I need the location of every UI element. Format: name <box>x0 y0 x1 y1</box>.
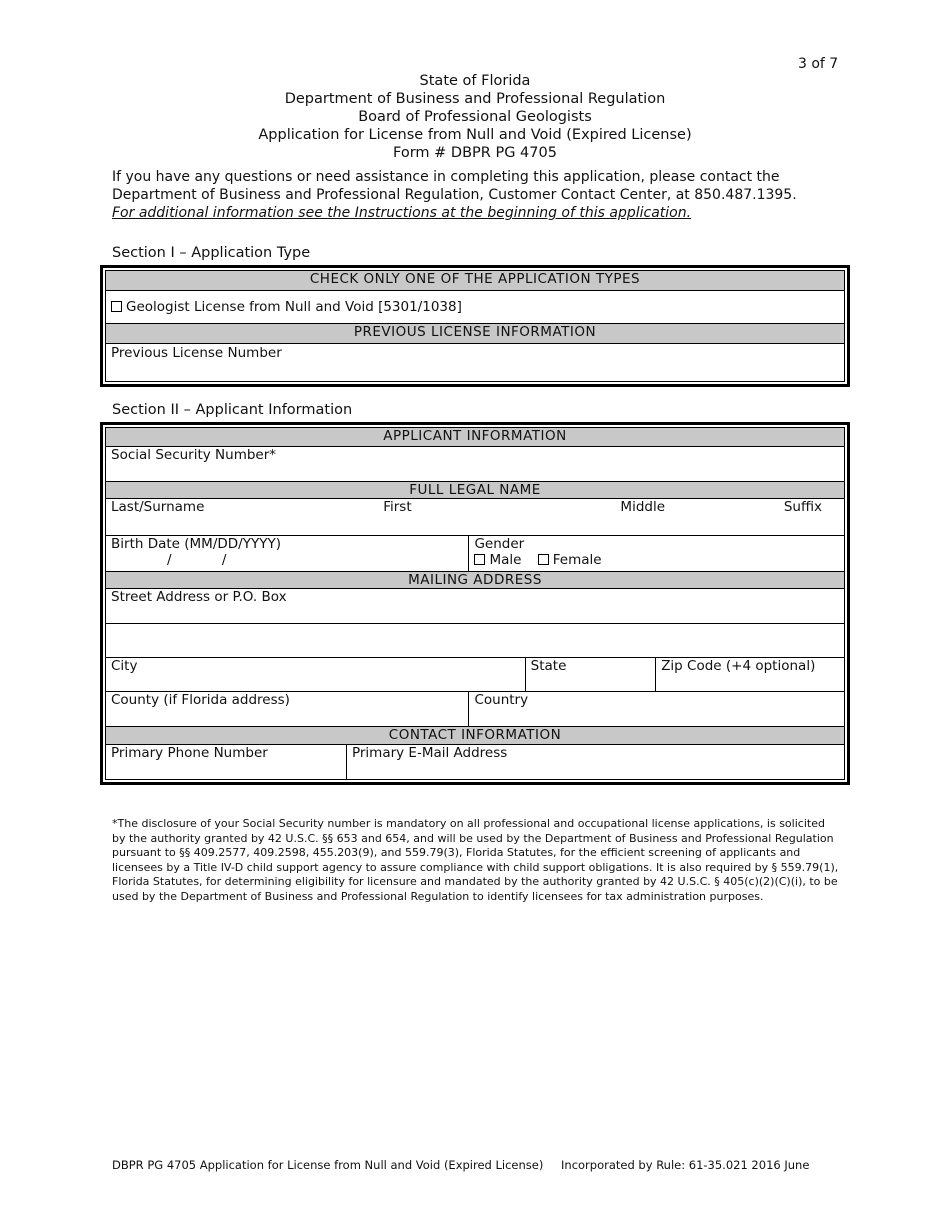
first-name-label: First <box>383 499 412 515</box>
full-legal-name-field[interactable] <box>106 499 845 536</box>
mailing-address-header: MAILING ADDRESS <box>106 572 845 589</box>
city-field[interactable] <box>106 658 526 692</box>
birth-date-separator-1: / <box>167 552 172 568</box>
check-one-header: CHECK ONLY ONE OF THE APPLICATION TYPES <box>106 271 845 291</box>
header-form-number: Form # DBPR PG 4705 <box>393 145 557 161</box>
previous-license-field[interactable] <box>106 344 845 382</box>
birth-date-field[interactable] <box>106 536 469 572</box>
state-label: State <box>530 658 567 674</box>
last-name-label: Last/Surname <box>111 499 205 515</box>
birth-date-separator-2: / <box>221 552 227 568</box>
checkbox-geologist-license[interactable] <box>111 301 122 312</box>
street-address-label: Street Address or P.O. Box <box>111 589 287 605</box>
ssn-label: Social Security Number* <box>111 447 277 463</box>
intro-text <box>112 168 842 222</box>
primary-phone-label: Primary Phone Number <box>111 745 268 761</box>
zip-code-label: Zip Code (+4 optional) <box>661 658 816 674</box>
primary-phone-field[interactable] <box>106 745 347 780</box>
ssn-disclosure-footnote: *The disclosure of your Social Security number is mandatory on all professional and occupational license applications, is solicited by the authority granted by 42 U.S.C. §§ 653 and 654, and will be used by the Department of Business and Professional Regulation pursuant to §§ 409.2577, 409.2598, 455.203(9), and 559.79(3), Florida Statutes, for the efficient screening of applicants and licensees by a Title IV-D child support agency to assure compliance with child support obligations. It is also required by § 559.79(1), Florida Statutes, for determining eligibility for licensure and mandated by the authority granted by 42 U.S.C. § 405(c)(2)(C)(i), to be used by the Department of Business and Professional Regulation to identify licensees for tax administration purposes. <box>112 817 839 903</box>
gender-field <box>469 536 845 572</box>
section-2-title: Section II – Applicant Information <box>112 402 353 418</box>
footer-form-title: DBPR PG 4705 Application for License from Null and Void (Expired License) <box>112 1158 544 1172</box>
footer-rule-reference: Incorporated by Rule: 61-35.021 2016 June <box>561 1158 810 1172</box>
state-field[interactable] <box>525 658 656 692</box>
female-label: Female <box>552 552 602 568</box>
checkbox-male[interactable] <box>474 554 485 565</box>
gender-label: Gender <box>474 536 525 552</box>
primary-email-field[interactable] <box>346 745 844 780</box>
previous-license-header: PREVIOUS LICENSE INFORMATION <box>106 324 845 344</box>
intro-line-2: Department of Business and Professional Regulation, Customer Contact Center, at 850.487.1395. <box>112 187 797 203</box>
male-label: Male <box>489 552 522 568</box>
section-1-title: Section I – Application Type <box>112 245 311 261</box>
previous-license-label: Previous License Number <box>111 345 282 361</box>
applicant-information-header: APPLICANT INFORMATION <box>106 428 845 447</box>
section-1-box <box>100 265 850 387</box>
full-legal-name-header: FULL LEGAL NAME <box>106 482 845 499</box>
birth-date-label: Birth Date (MM/DD/YYYY) <box>111 536 281 552</box>
page-footer <box>112 1158 809 1172</box>
city-label: City <box>111 658 138 674</box>
country-label: Country <box>474 692 529 708</box>
form-header <box>0 72 950 162</box>
street-address-line-2-field[interactable] <box>106 624 845 658</box>
street-address-field[interactable] <box>106 589 845 624</box>
header-board: Board of Professional Geologists <box>358 109 592 125</box>
page-number: 3 of 7 <box>798 56 839 72</box>
primary-email-label: Primary E-Mail Address <box>351 745 508 761</box>
intro-line-1: If you have any questions or need assistance in completing this application, please contact the <box>112 169 780 185</box>
middle-name-label: Middle <box>620 499 666 515</box>
zip-code-field[interactable] <box>656 658 845 692</box>
header-department: Department of Business and Professional Regulation <box>284 91 666 107</box>
contact-information-header: CONTACT INFORMATION <box>106 727 845 745</box>
county-field[interactable] <box>106 692 469 727</box>
ssn-field[interactable] <box>106 447 845 482</box>
intro-instructions-note: For additional information see the Instructions at the beginning of this application. <box>112 205 692 221</box>
section-2-box <box>100 422 850 785</box>
option-geologist-label: Geologist License from Null and Void [5301/1038] <box>126 299 462 315</box>
option-geologist-null-void[interactable] <box>106 291 845 324</box>
header-state: State of Florida <box>419 73 531 89</box>
header-application-title: Application for License from Null and Void (Expired License) <box>258 127 692 143</box>
suffix-label: Suffix <box>783 499 822 515</box>
country-field[interactable] <box>469 692 845 727</box>
checkbox-female[interactable] <box>538 554 549 565</box>
county-label: County (if Florida address) <box>111 692 290 708</box>
